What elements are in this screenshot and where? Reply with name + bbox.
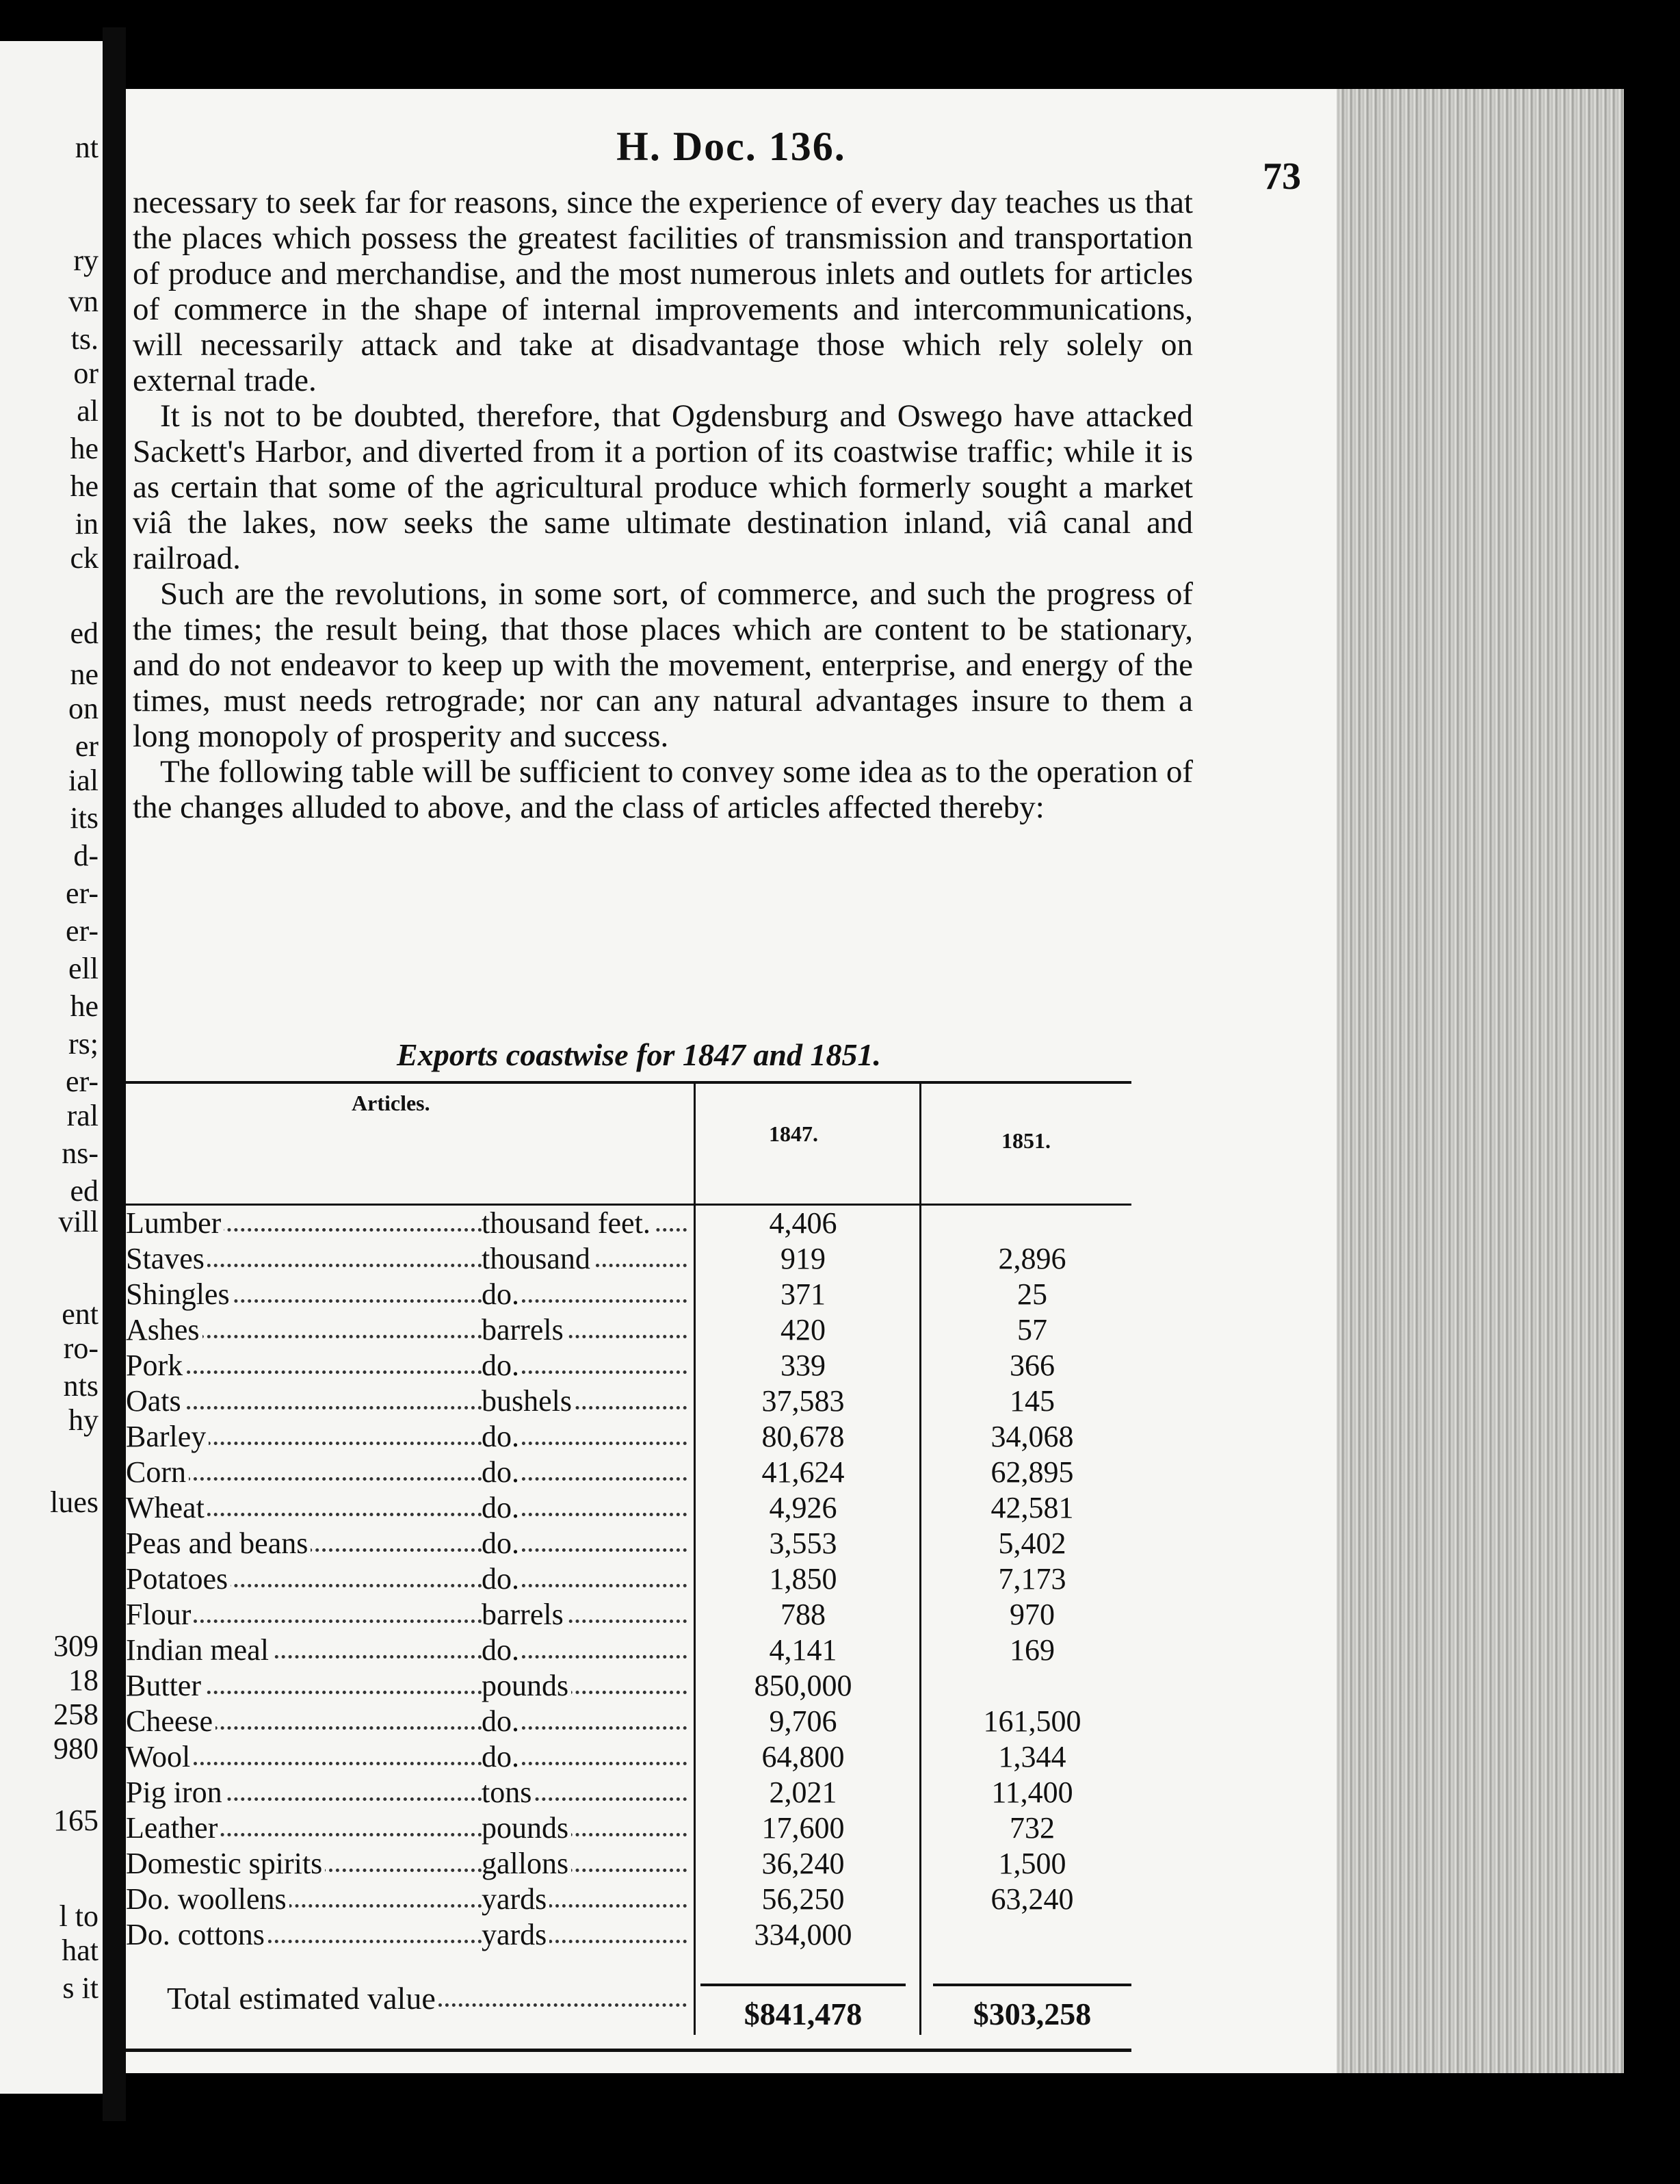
cell-1851: 34,068 [990, 1420, 1074, 1453]
cell-1851: 366 [1010, 1349, 1055, 1382]
cell-article: Shingles [126, 1277, 509, 1312]
left-page-text-fragment: d- [73, 839, 99, 872]
table-row [126, 1383, 1131, 1419]
left-page-text-fragment: 18 [68, 1663, 99, 1697]
cell-1847: 9,706 [769, 1704, 837, 1738]
left-page-text-fragment: s it [62, 1971, 99, 2005]
cell-article: Ashes [126, 1312, 509, 1348]
cell-1851: 42,581 [990, 1491, 1074, 1524]
cell-1851: 169 [1010, 1633, 1055, 1667]
left-page-text-fragment: al [77, 394, 99, 428]
table-bottom-rule [126, 2049, 1131, 2052]
cell-article: Leather [126, 1810, 509, 1846]
cell-article: Butter [126, 1668, 509, 1704]
left-page-text-fragment: nts [63, 1369, 99, 1403]
cell-1851: 161,500 [983, 1704, 1081, 1738]
table-row [126, 1775, 1131, 1810]
cell-1851: 5,402 [998, 1526, 1066, 1560]
body-text [126, 185, 1193, 825]
cell-unit: thousand feet. [482, 1206, 687, 1241]
document-page [126, 89, 1337, 2073]
table-row [126, 1739, 1131, 1775]
left-page-text-fragment: he [70, 989, 99, 1023]
cell-unit: do. [482, 1704, 687, 1739]
left-page-text-fragment: ry [73, 244, 99, 277]
cell-article: Pork [126, 1348, 509, 1383]
page-number: 73 [1263, 155, 1301, 198]
cell-1847: 37,583 [761, 1384, 845, 1418]
left-page-text-fragment: 258 [53, 1698, 99, 1731]
left-page-text-fragment: on [68, 692, 99, 725]
left-page-text-fragment: 980 [53, 1732, 99, 1765]
table-row [126, 1810, 1131, 1846]
cell-1847: 2,021 [769, 1776, 837, 1809]
cell-1847: 41,624 [761, 1455, 845, 1489]
table-row [126, 1704, 1131, 1739]
cell-1851: 7,173 [998, 1562, 1066, 1596]
table-row [126, 1348, 1131, 1383]
cell-article: Potatoes [126, 1561, 509, 1597]
left-page-text-fragment: ral [66, 1099, 99, 1132]
column-header-1851: 1851. [1001, 1128, 1051, 1153]
cell-unit: do. [482, 1490, 687, 1526]
cell-article: Oats [126, 1383, 509, 1419]
table-row [126, 1277, 1131, 1312]
cell-1847: 56,250 [761, 1882, 845, 1916]
table-row [126, 1561, 1131, 1597]
cell-1847: 850,000 [754, 1669, 852, 1702]
cell-1851: 25 [1017, 1277, 1047, 1311]
left-page-text-fragment: hat [62, 1934, 99, 1967]
table-body [126, 1206, 1131, 2035]
left-page-text-fragment: or [73, 356, 99, 390]
paragraph-3: Such are the revolutions, in some sort, of commerce, and such the progress of the times; the result being, that those places which are content to be stationary, and do not endeavor to keep up with the movement, enterprise, and energy of the times, must needs retrograde; nor can any natural advantages insure to them a long monopoly of prosperity and success. [133, 576, 1193, 754]
cell-1847: 334,000 [754, 1918, 852, 1951]
cell-unit: do. [482, 1348, 687, 1383]
total-1851: $303,258 [933, 1984, 1131, 2032]
cell-unit: yards [482, 1917, 687, 1953]
cell-unit: barrels [482, 1312, 687, 1348]
cell-unit: tons [482, 1775, 687, 1810]
table-row [126, 1846, 1131, 1882]
paragraph-1: necessary to seek far for reasons, since the experience of every day teaches us that the places which possess the greatest facilities of transmission and transportation of produce and merchandise, and the most numerous inlets and outlets for articles of commerce in the shape of internal improvements and intercommunications, will necessarily attack and take at disadvantage those which rely solely on external trade. [133, 185, 1193, 398]
cell-article: Barley [126, 1419, 509, 1455]
cell-unit: do. [482, 1739, 687, 1775]
left-page-text-fragment: vn [68, 285, 99, 318]
left-page-text-fragment: ed [70, 1174, 99, 1208]
cell-1847: 4,926 [769, 1491, 837, 1524]
column-header-articles: Articles. [352, 1091, 430, 1115]
cell-article: Do. woollens [126, 1882, 509, 1917]
left-page-text-fragment: er- [66, 876, 99, 910]
cell-unit: do. [482, 1561, 687, 1597]
left-page-text-fragment: in [75, 507, 99, 541]
cell-unit: barrels [482, 1597, 687, 1633]
table-row [126, 1312, 1131, 1348]
cell-1851: 970 [1010, 1598, 1055, 1631]
paragraph-4: The following table will be sufficient to convey some idea as to the operation of the changes alluded to above, and the class of articles affected thereby: [133, 754, 1193, 825]
cell-1847: 420 [780, 1313, 826, 1347]
left-page-text-fragment: rs; [68, 1027, 99, 1061]
cell-1847: 371 [780, 1277, 826, 1311]
table-row [126, 1455, 1131, 1490]
table-title: Exports coastwise for 1847 and 1851. [397, 1037, 881, 1072]
cell-1851: 57 [1017, 1313, 1047, 1347]
cell-article: Corn [126, 1455, 509, 1490]
cell-unit: pounds [482, 1668, 687, 1704]
cell-1847: 36,240 [761, 1847, 845, 1880]
total-1847: $841,478 [700, 1984, 906, 2032]
table-row [126, 1882, 1131, 1917]
cell-article: Flour [126, 1597, 509, 1633]
cell-unit: gallons [482, 1846, 687, 1882]
left-page-text-fragment: ell [68, 952, 99, 985]
left-page-text-fragment: er [75, 729, 99, 763]
column-divider [694, 1084, 696, 1204]
left-page-text-fragment: ck [70, 541, 99, 575]
cell-article: Domestic spirits [126, 1846, 509, 1882]
table-row [126, 1419, 1131, 1455]
table-row [126, 1206, 1131, 1241]
cell-1851: 732 [1010, 1811, 1055, 1845]
left-page-fragment [0, 41, 103, 2094]
left-page-text-fragment: ns- [62, 1136, 99, 1170]
table-row [126, 1668, 1131, 1704]
left-page-text-fragment: he [70, 469, 99, 503]
column-divider [919, 1084, 921, 1204]
cell-article: Wool [126, 1739, 509, 1775]
cell-1847: 1,850 [769, 1562, 837, 1596]
cell-article: Indian meal [126, 1633, 509, 1668]
left-page-text-fragment: 309 [53, 1629, 99, 1663]
cell-1847: 64,800 [761, 1740, 845, 1773]
left-page-text-fragment: lues [50, 1485, 99, 1519]
cell-1847: 4,141 [769, 1633, 837, 1667]
cell-unit: yards [482, 1882, 687, 1917]
total-label: Total estimated value [167, 1980, 687, 2016]
cell-article: Do. cottons [126, 1917, 509, 1953]
left-page-text-fragment: 165 [53, 1804, 99, 1837]
left-page-text-fragment: ial [68, 764, 99, 797]
cell-article: Peas and beans [126, 1526, 509, 1561]
left-page-text-fragment: ent [62, 1297, 99, 1331]
cell-1847: 3,553 [769, 1526, 837, 1560]
cell-article: Cheese [126, 1704, 509, 1739]
cell-article: Wheat [126, 1490, 509, 1526]
cell-1847: 80,678 [761, 1420, 845, 1453]
left-page-text-fragment: vill [58, 1205, 99, 1238]
left-page-text-fragment: er- [66, 914, 99, 948]
page-header: H. Doc. 136. [616, 124, 846, 169]
left-page-text-fragment: ed [70, 616, 99, 650]
cell-1851: 1,500 [998, 1847, 1066, 1880]
left-page-text-fragment: ro- [63, 1331, 99, 1365]
book-gutter [103, 27, 126, 2121]
left-page-text-fragment: er- [66, 1065, 99, 1098]
cell-1847: 339 [780, 1349, 826, 1382]
cell-1851: 1,344 [998, 1740, 1066, 1773]
cell-unit: thousand [482, 1241, 687, 1277]
cell-1851: 11,400 [991, 1776, 1073, 1809]
cell-unit: do. [482, 1277, 687, 1312]
column-header-1847: 1847. [769, 1121, 818, 1146]
table-row [126, 1526, 1131, 1561]
cell-1847: 4,406 [769, 1206, 837, 1240]
table-row [126, 1241, 1131, 1277]
cell-1851: 63,240 [990, 1882, 1074, 1916]
cell-1851: 2,896 [998, 1242, 1066, 1275]
cell-unit: do. [482, 1633, 687, 1668]
paragraph-2: It is not to be doubted, therefore, that Ogdensburg and Oswego have attacked Sackett's Harbor, and diverted from it a portion of its coastwise traffic; while it is as certain that some of the agricultural produce which formerly sought a market viâ the lakes, now seeks the same ultimate destination inland, viâ canal and railroad. [133, 398, 1193, 576]
cell-1847: 788 [780, 1598, 826, 1631]
table-row [126, 1633, 1131, 1668]
left-page-text-fragment: nt [75, 131, 99, 164]
cell-1847: 919 [780, 1242, 826, 1275]
page-edge-stack [1337, 89, 1624, 2073]
cell-unit: bushels [482, 1383, 687, 1419]
left-page-text-fragment: he [70, 432, 99, 465]
table-row [126, 1917, 1131, 1953]
table-row [126, 1597, 1131, 1633]
left-page-text-fragment: ts. [70, 322, 99, 356]
left-page-text-fragment: hy [68, 1403, 99, 1437]
cell-article: Pig iron [126, 1775, 509, 1810]
cell-unit: do. [482, 1526, 687, 1561]
cell-unit: pounds [482, 1810, 687, 1846]
table-total-row [126, 1953, 1131, 2035]
table-rows [126, 1206, 1131, 1953]
cell-article: Lumber [126, 1206, 509, 1241]
exports-table [126, 1081, 1131, 2052]
table-header [126, 1084, 1131, 1206]
cell-1851: 145 [1010, 1384, 1055, 1418]
cell-1847: 17,600 [761, 1811, 845, 1845]
left-page-text-fragment: its [70, 801, 99, 835]
table-row [126, 1490, 1131, 1526]
cell-unit: do. [482, 1455, 687, 1490]
cell-1851: 62,895 [990, 1455, 1074, 1489]
left-page-text-fragment: ne [70, 658, 99, 691]
cell-unit: do. [482, 1419, 687, 1455]
cell-article: Staves [126, 1241, 509, 1277]
left-page-text-fragment: l to [59, 1899, 99, 1933]
